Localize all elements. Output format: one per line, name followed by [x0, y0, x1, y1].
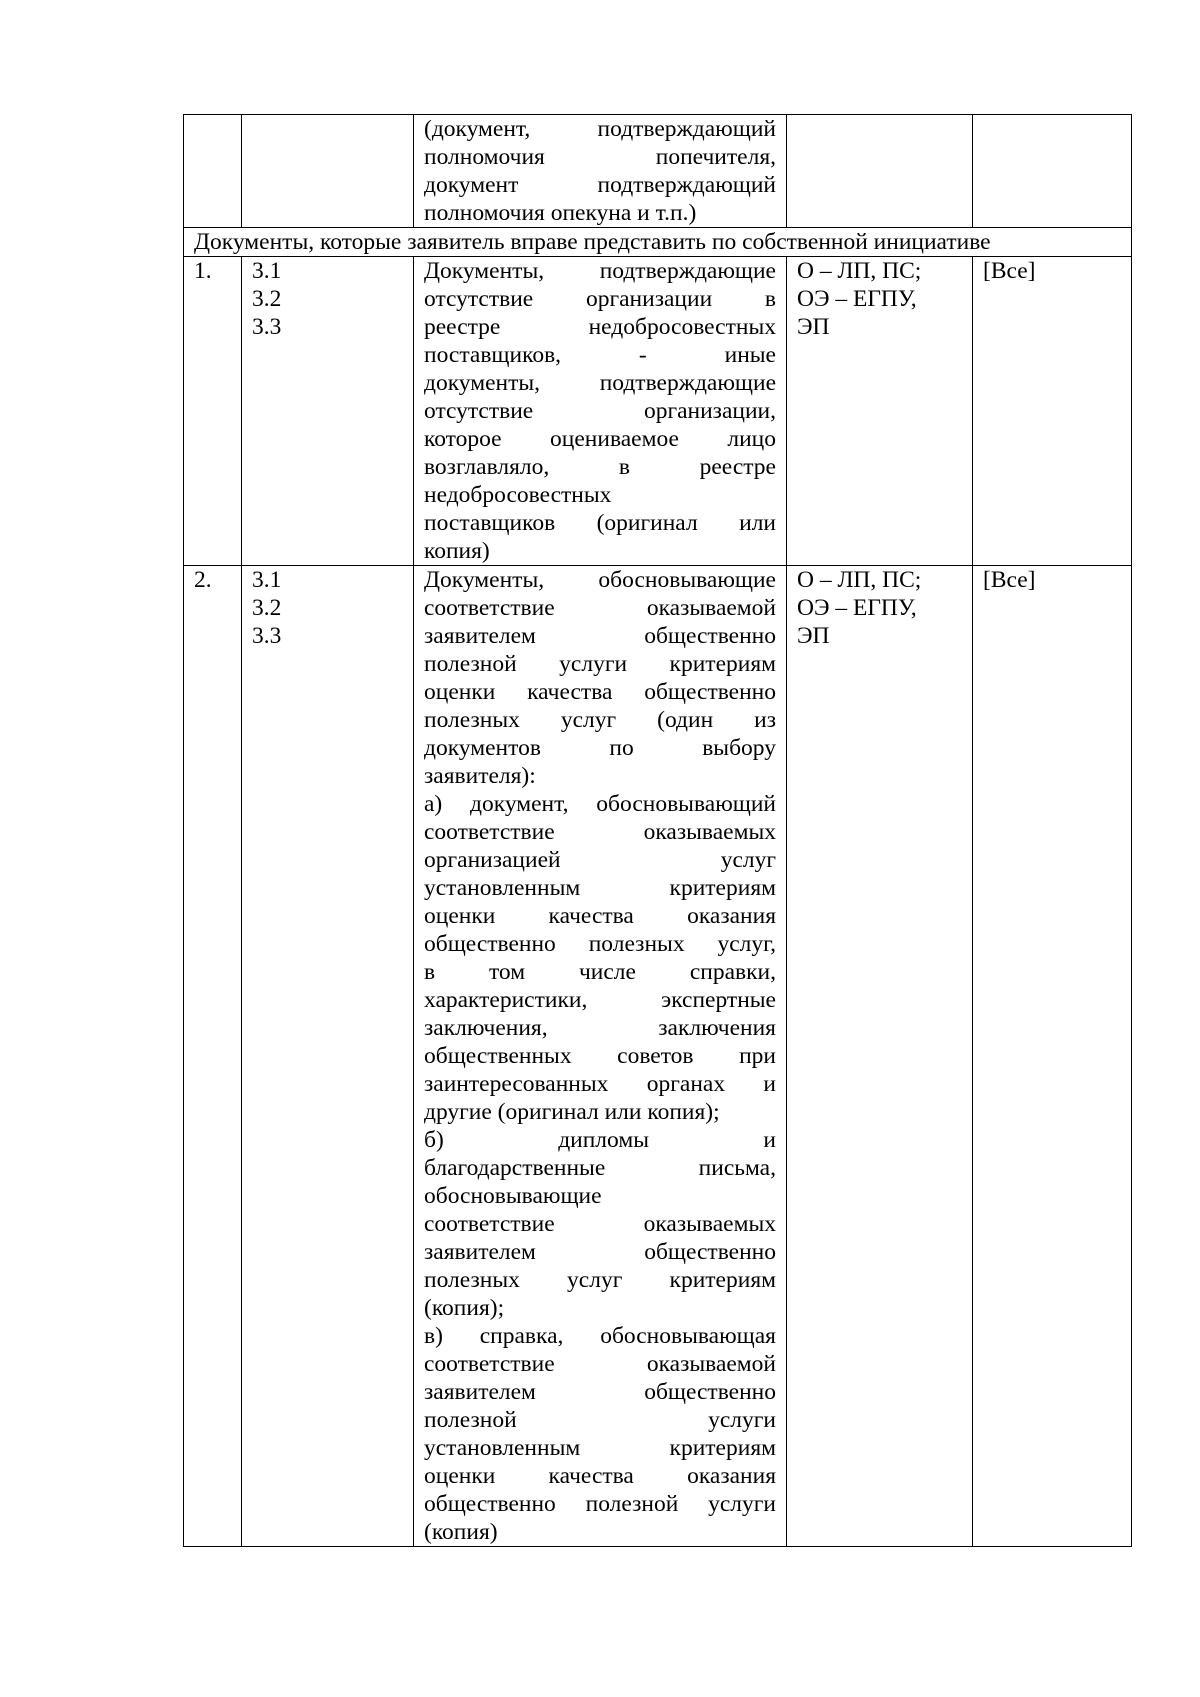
description-line: оценки качества оказания	[424, 903, 776, 929]
description-line: документов по выбору	[424, 735, 776, 761]
description-line: а) документ, обосновывающий	[424, 791, 776, 817]
description-line: организацией услуг	[424, 847, 776, 873]
description-line: другие (оригинал или копия);	[424, 1099, 720, 1125]
description-line: отсутствие организации в	[424, 286, 776, 312]
description-line: заявителем общественно	[424, 1239, 776, 1265]
description-line: характеристики, экспертные	[424, 987, 776, 1013]
description-line: общественно полезных услуг,	[424, 931, 776, 957]
description-line: заинтересованных органах и	[424, 1071, 776, 1097]
clauses-cell	[242, 566, 414, 1547]
table-row	[184, 566, 1132, 1547]
applicants-cell: [Все]	[973, 566, 1132, 1547]
submission-method-cell	[787, 257, 973, 566]
description-line: установленным критериям	[424, 875, 776, 901]
description-line: соответствие оказываемой	[424, 1351, 776, 1377]
description-line: установленным критериям	[424, 1435, 776, 1461]
description-line: поставщиков (оригинал или	[424, 510, 776, 536]
description-line: отсутствие организации,	[424, 398, 776, 424]
applicants-cell	[973, 115, 1132, 228]
table-row	[184, 115, 1132, 228]
submission-line: О – ЛП, ПС;	[797, 258, 922, 284]
description-line: поставщиков, - иные	[424, 342, 776, 368]
description-line: которое оцениваемое лицо	[424, 426, 776, 452]
description-line: документы, подтверждающие	[424, 370, 776, 396]
number-cell	[184, 115, 242, 228]
description-line: соответствие оказываемых	[424, 1211, 776, 1237]
submission-line: ЭП	[797, 623, 830, 649]
clause: 3.1	[252, 567, 282, 593]
description-line: заявителя):	[424, 763, 536, 789]
clause: 3.1	[252, 258, 282, 284]
description-line: (документ, подтверждающий	[424, 116, 776, 142]
description-line: реестре недобросовестных	[424, 314, 776, 340]
description-line: оценки качества общественно	[424, 679, 776, 705]
description-line: благодарственные письма,	[424, 1155, 776, 1181]
description-line: (копия)	[424, 1519, 498, 1545]
description-cell	[414, 115, 787, 228]
description-line: документ подтверждающий	[424, 172, 776, 198]
clause: 3.3	[252, 314, 282, 340]
description-line: полномочия опекуна и т.п.)	[424, 200, 697, 226]
description-line: в) справка, обосновывающая	[424, 1323, 776, 1349]
row-number: 1.	[184, 257, 242, 566]
description-line: в том числе справки,	[424, 959, 776, 985]
description-line: б) дипломы и	[424, 1127, 776, 1153]
description-line: Документы, подтверждающие	[424, 258, 776, 284]
description-line: заключения, заключения	[424, 1015, 776, 1041]
section-heading-row	[184, 228, 1132, 257]
clause: 3.2	[252, 595, 282, 621]
submission-method-cell	[787, 566, 973, 1547]
description-line: возглавляло, в реестре	[424, 454, 776, 480]
description-line: полезной услуги критериям	[424, 651, 776, 677]
documents-table	[183, 114, 1132, 1547]
description-line: полезной услуги	[424, 1407, 776, 1433]
clauses-cell	[242, 257, 414, 566]
description-line: заявителем общественно	[424, 1379, 776, 1405]
description-line: недобросовестных	[424, 482, 612, 508]
submission-line: ЭП	[797, 314, 830, 340]
submission-line: ОЭ – ЕГПУ,	[797, 595, 917, 621]
description-line: оценки качества оказания	[424, 1463, 776, 1489]
submission-line: О – ЛП, ПС;	[797, 567, 922, 593]
description-line: обосновывающие	[424, 1183, 602, 1209]
description-line: полезных услуг критериям	[424, 1267, 776, 1293]
description-line: заявителем общественно	[424, 623, 776, 649]
submission-line: ОЭ – ЕГПУ,	[797, 286, 917, 312]
clauses-cell	[242, 115, 414, 228]
description-line: (копия);	[424, 1295, 505, 1321]
description-cell	[414, 566, 787, 1547]
description-cell	[414, 257, 787, 566]
description-line: общественных советов при	[424, 1043, 776, 1069]
description-line: соответствие оказываемой	[424, 595, 776, 621]
submission-method-cell	[787, 115, 973, 228]
description-line: полномочия попечителя,	[424, 144, 776, 170]
clause: 3.2	[252, 286, 282, 312]
section-title: Документы, которые заявитель вправе представить по собственной инициативе	[184, 228, 1132, 257]
applicants-cell: [Все]	[973, 257, 1132, 566]
table-row	[184, 257, 1132, 566]
description-line: Документы, обосновывающие	[424, 567, 776, 593]
row-number: 2.	[184, 566, 242, 1547]
description-line: копия)	[424, 538, 490, 564]
description-line: общественно полезной услуги	[424, 1491, 776, 1517]
description-line: соответствие оказываемых	[424, 819, 776, 845]
description-line: полезных услуг (один из	[424, 707, 776, 733]
clause: 3.3	[252, 623, 282, 649]
